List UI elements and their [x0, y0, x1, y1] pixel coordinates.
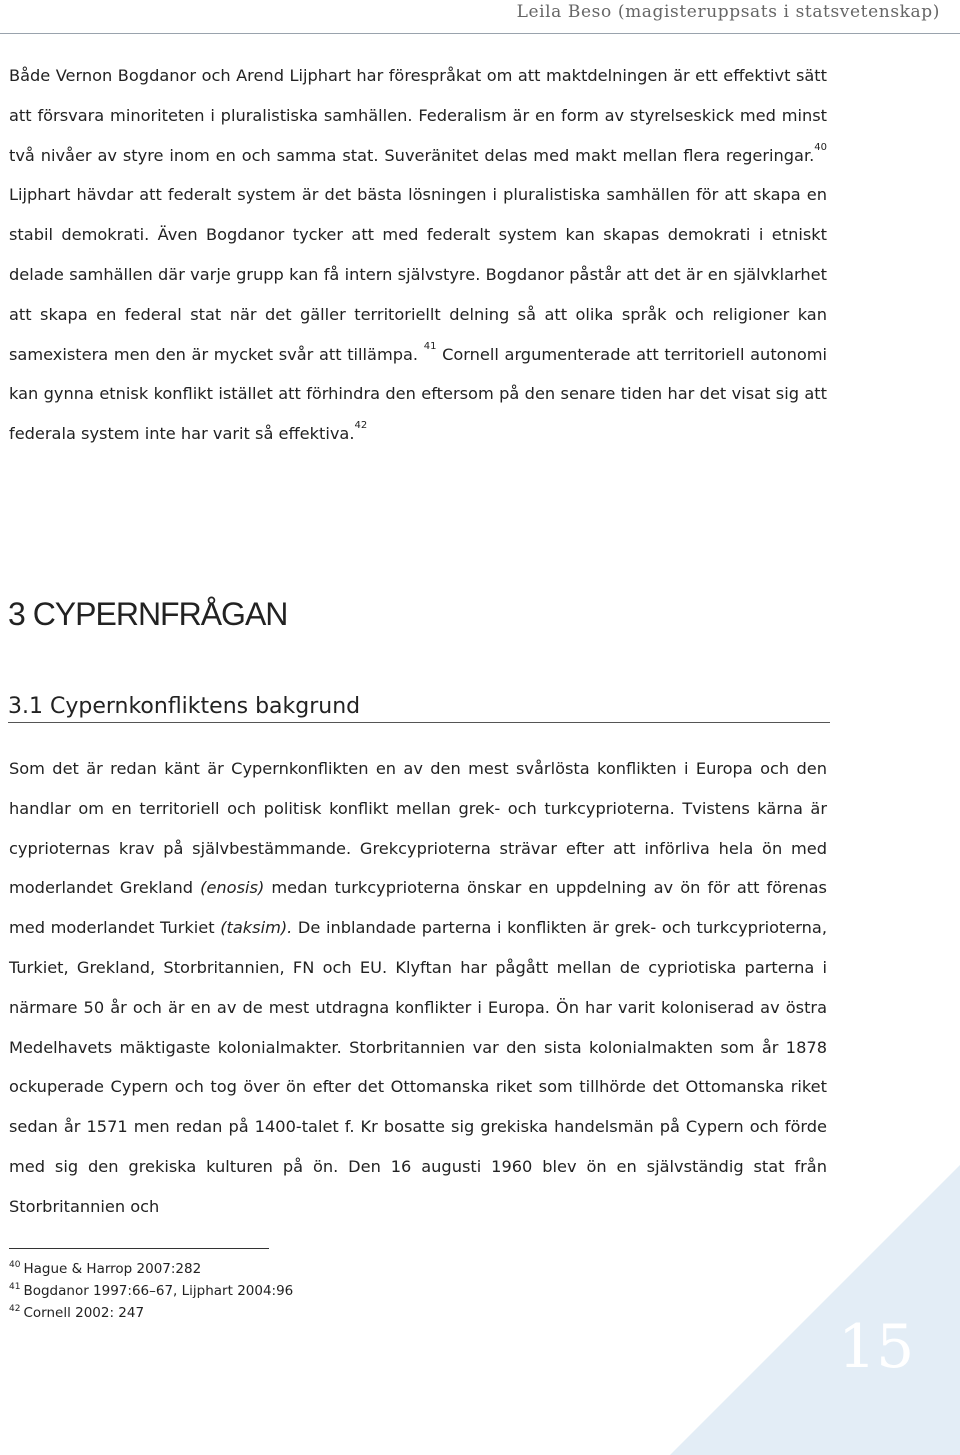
- footnote-text: Bogdanor 1997:66–67, Lijphart 2004:96: [23, 1283, 294, 1299]
- footnote-text: Cornell 2002: 247: [23, 1305, 145, 1321]
- footnote-item: [9, 1258, 293, 1280]
- footnote-item: [9, 1280, 293, 1302]
- paragraph-text: Lijphart hävdar att federalt system är det bästa lösningen i pluralistiska samhällen för att skapa en stabil demokrati. Även Bogdanor tycker att med federalt system kan skapas demokrati i etniskt delade samhällen där varje grupp kan få intern självstyre. Bogdanor påstår att det är en självklarhet att skapa en federal stat när det gäller territoriellt delning så att olika språk och religioner kan samexistera men den är mycket svår att tillämpa.: [9, 185, 827, 364]
- footnote-item: [9, 1302, 293, 1324]
- paragraph-text: Både Vernon Bogdanor och Arend Lijphart har förespråkat om att maktdelningen är ett effektivt sätt att försvara minoriteten i pluralistiska samhällen. Federalism är en form av styrelseskick med minst två nivåer av styre inom en och samma stat. Suveränitet delas med makt mellan flera regeringar.: [9, 66, 827, 165]
- page-corner-decoration: [670, 1165, 960, 1455]
- italic-term: (taksim).: [220, 918, 293, 938]
- paragraph-text: De inblandade parterna i konflikten är grek- och turkcyprioterna, Turkiet, Grekland, Storbritannien, FN och EU. Klyftan har pågått mellan de cypriotiska parterna i närmare 50 år och är en av de mest utdragna konflikter i Europa. Ön har varit koloniserad av östra Medelhavets mäktigaste kolonialmakter. Storbritannien var den sista kolonialmakten som år 1878 ockuperade Cypern och tog över ön efter det Ottomanska riket som tillhörde det Ottomanska riket sedan år 1571 men redan på 1400-talet f. Kr bosatte sig grekiska handelsmän på Cypern och förde med sig den grekiska kulturen på ön. Den 16 augusti 1960 blev ön en självständig stat från Storbritannien och: [9, 918, 827, 1216]
- page-number: 15: [838, 1312, 915, 1382]
- page-header: [0, 0, 960, 34]
- paragraph-federalism: [9, 56, 827, 454]
- header-title: Leila Beso (magisteruppsats i statsvetenskap): [516, 2, 940, 22]
- paragraph-text: medan turkcyprioterna önskar en uppdelning av ön för att förenas med moderlandet Turkiet: [9, 878, 827, 938]
- footnote-number: 42: [9, 1304, 21, 1314]
- paragraph-text: Som det är redan känt är Cypernkonflikten en av den mest svårlösta konflikten i Europa och den handlar om en territoriell och politisk konflikt mellan grek- och turkcyprioterna. Tvistens kärna är cyprioternas krav på självbestämmande. Grekcyprioterna strävar efter att införliva hela ön med moderlandet Grekland: [9, 759, 827, 898]
- footnote-ref[interactable]: 40: [814, 141, 827, 153]
- section-heading: 3.1 Cypernkonfliktens bakgrund: [8, 694, 830, 723]
- footnote-ref[interactable]: 41: [423, 340, 437, 352]
- footnote-ref[interactable]: 42: [354, 420, 368, 432]
- footnote-divider: [9, 1248, 269, 1249]
- italic-term: (enosis): [200, 878, 265, 898]
- footnote-number: 41: [9, 1282, 21, 1292]
- footnote-number: 40: [9, 1260, 21, 1270]
- chapter-heading: 3 CYPERNFRÅGAN: [8, 596, 288, 632]
- footnotes: [9, 1258, 293, 1324]
- paragraph-background: [9, 749, 827, 1227]
- paragraph-text: Cornell argumenterade att territoriell autonomi kan gynna etnisk konflikt istället att förhindra den eftersom på den senare tiden har det visat sig att federala system inte har varit så effektiva.: [9, 344, 828, 444]
- footnote-text: Hague & Harrop 2007:282: [23, 1261, 202, 1277]
